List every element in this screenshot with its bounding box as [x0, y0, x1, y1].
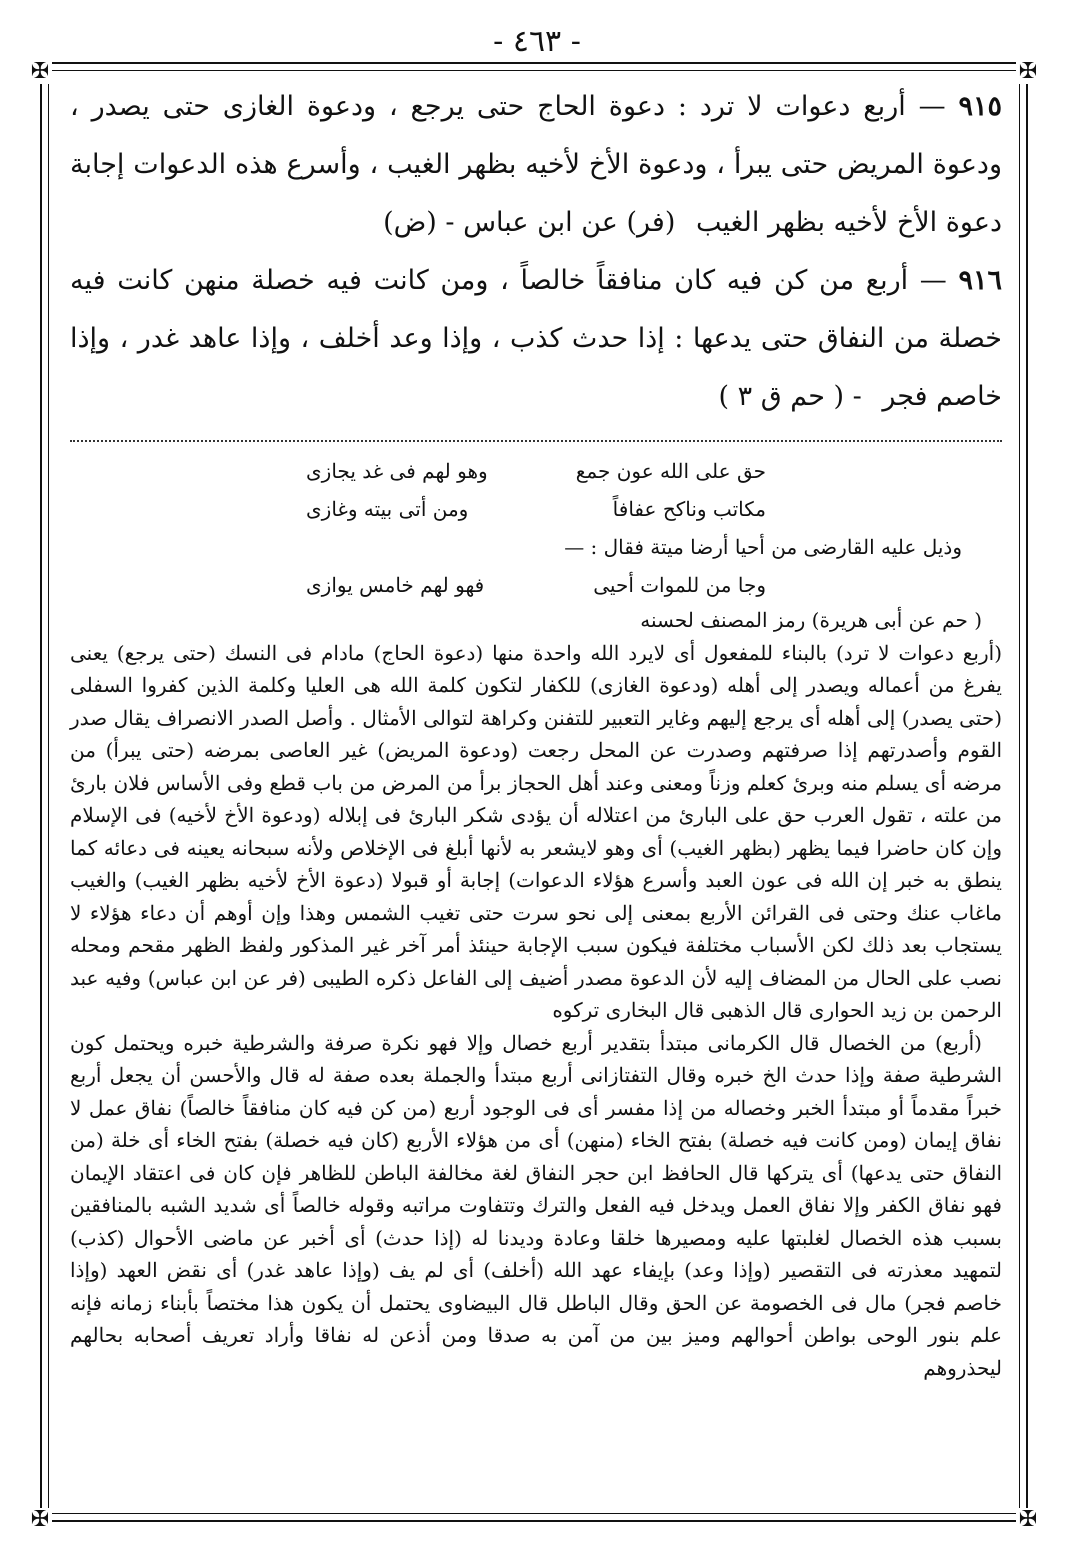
verse-first-half: مكاتب وناكح عفافاً	[612, 497, 766, 521]
commentary-paragraph: ( حم عن أبى هريرة) رمز المصنف لحسنه	[640, 608, 982, 632]
section-divider	[70, 440, 1002, 442]
poem-verse	[306, 566, 766, 604]
hadith-entry	[70, 252, 1002, 426]
poem-verse	[306, 452, 766, 490]
hadith-entry	[70, 78, 1002, 252]
verse-second-half: فهو لهم خامس يوازى	[306, 573, 485, 597]
corner-ornament-icon: ✠	[28, 1508, 52, 1532]
commentary-paragraph: (أربع) من الخصال قال الكرمانى مبتدأ بتقدير أربع خصال وإلا فهو نكرة صرفة والشرطية خبره ويحتمل كون الشرطية صفة وإذا حدث الخ خبره وقال التفتازانى أربع مبتدأ والجملة بعده صفة له قال والأحسن أن يجعل أربع خبراً مقدماً أو مبتدأ الخبر وخصاله من إذا مفسر أى فى الوجود أربع (من كن فيه كان منافقاً خالصاً) نفاق عمل لا نفاق إيمان (ومن كانت فيه خصلة) بفتح الخاء (منهن) أى من هؤلاء الأربع (كان فيه خصلة) بفتح الخاء أى خلة (من النفاق حتى يدعها) أى يتركها قال الحافظ ابن حجر النفاق لغة مخالفة الباطن للظاهر فإن كان فى اعتقاد الإيمان فهو نفاق الكفر وإلا نفاق العمل ويدخل فيه الفعل والترك وتتفاوت مراتبه وقوله خالصاً أى شديد الشبه بالمنافقين بسبب هذه الخصال لغلبتها عليه ومصيرها خلقا وعادة وديدنا له (إذا حدث) أى أخبر عن ماضى الأحوال (كذب) لتمهيد معذرته فى التقصير (وإذا وعد) بإيفاء عهد الله (أخلف) أى لم يف (وإذا عاهد غدر) أى نقض العهد (وإذا خاصم فجر) مال فى الخصومة عن الحق وقال الباطل قال البيضاوى يحتمل أن يكون هذا مختصاً بأبناء زمانه فإنه علم بنور الوحى بواطن أحوالهم وميز بين من آمن به صدقا ومن أذعن له نفاقا وأراد تعريف أصحابه بحالهم ليحذروهم	[70, 1030, 1002, 1380]
commentary-paragraph: (أربع دعوات لا ترد) بالبناء للمفعول أى لايرد الله واحدة منها (دعوة الحاج) مادام فى النسك (حتى يرجع) يعنى يفرغ من أعماله ويصدر إلى أهله (ودعوة الغازى) للكفار لتكون كلمة الله هى العليا وكلمة الذين كفروا السفلى (حتى يصدر) إلى أهله أى يرجع إليهم وغاير التعبير للتفنن وكراهة لتوالى الأمثال . وأصل الصدر الانصراف يقال صدر القوم وأصدرتهم إذا صرفتهم وصدرت عن المحل رجعت (ودعوة المريض) غير العاصى بمرضه (حتى يبرأ) من مرضه أى يسلم منه وبرئ كعلم وزناً ومعنى وعند أهل الحجاز برأ من المرض من باب قطع وفى الأساس فلان بارئ من علته ، تقول العرب حق على البارئ من اعتلاله أن يؤدى شكر البارئ فى إبلاله (ودعوة الأخ لأخيه) فى الإسلام وإن كان حاضرا فيما يظهر (بظهر الغيب) أى وهو لايشعر به لأنها أبلغ فى الإخلاص ولأنه سبحانه يعينه فى دعائه كما ينطق به خبر إن الله فى عون العبد وأسرع هؤلاء الدعوات) إجابة أو قبولا (دعوة الأخ لأخيه بظهر الغيب) والغيب ماغاب عنك وحتى فى القرائن الأربع بمعنى إلى نحو سرت حتى تغيب الشمس وهذا وإن أوهم أن دعاء هؤلاء لا يستجاب بعد ذلك لكن الأسباب مختلفة فيكون سبب الإجابة حينئذ أمر آخر غير المذكور ولفظ الظهر مقحم ومحله نصب على الحال من المضاف إليه لأن الدعوة مصدر أضيف إلى الفاعل ذكره الطيبى (فر عن ابن عباس) وفيه عبد الرحمن بن زيد الحوارى قال الذهبى قال البخارى تركوه	[70, 640, 1002, 1022]
page-number: - ٤٦٣ -	[493, 24, 581, 59]
hadith-source: (فر) عن ابن عباس - (ض)	[383, 207, 676, 238]
verse-second-half: ومن أتى بيته وغازى	[306, 497, 469, 521]
verse-first-half: وجا من للموات أحيى	[593, 573, 766, 597]
poem-verse	[306, 490, 766, 528]
corner-ornament-icon: ✠	[1016, 1508, 1040, 1532]
corner-ornament-icon: ✠	[1016, 60, 1040, 84]
poem-intro: وذيل عليه القارضى من أحيا أرضا ميتة فقال : —	[564, 535, 962, 559]
verse-second-half: وهو لهم فى غد يجازى	[306, 459, 488, 483]
verse-first-half: حق على الله عون جمع	[575, 459, 766, 483]
poem	[306, 566, 766, 604]
hadith-number: ٩١٥	[958, 91, 1002, 122]
poem	[306, 452, 766, 528]
corner-ornament-icon: ✠	[28, 60, 52, 84]
hadith-source: - ( حم ق ٣ )	[718, 381, 862, 412]
page-content	[70, 78, 1002, 1384]
hadith-text: — أربع دعوات لا ترد : دعوة الحاج حتى يرجع ، ودعوة الغازى حتى يصدر ، ودعوة المريض حتى يبرأ ، ودعوة الأخ لأخيه بظهر الغيب ، وأسرع هذه الدعوات إجابة دعوة الأخ لأخيه بظهر الغيب	[70, 91, 1002, 238]
commentary	[70, 604, 1002, 1384]
hadith-number: ٩١٦	[958, 265, 1002, 296]
hadith-text: — أربع من كن فيه كان منافقاً خالصاً ، ومن كانت فيه خصلة منهن كانت فيه خصلة من النفاق حتى يدعها : إذا حدث كذب ، وإذا وعد أخلف ، وإذا عاهد غدر ، وإذا خاصم فجر	[70, 265, 1002, 412]
